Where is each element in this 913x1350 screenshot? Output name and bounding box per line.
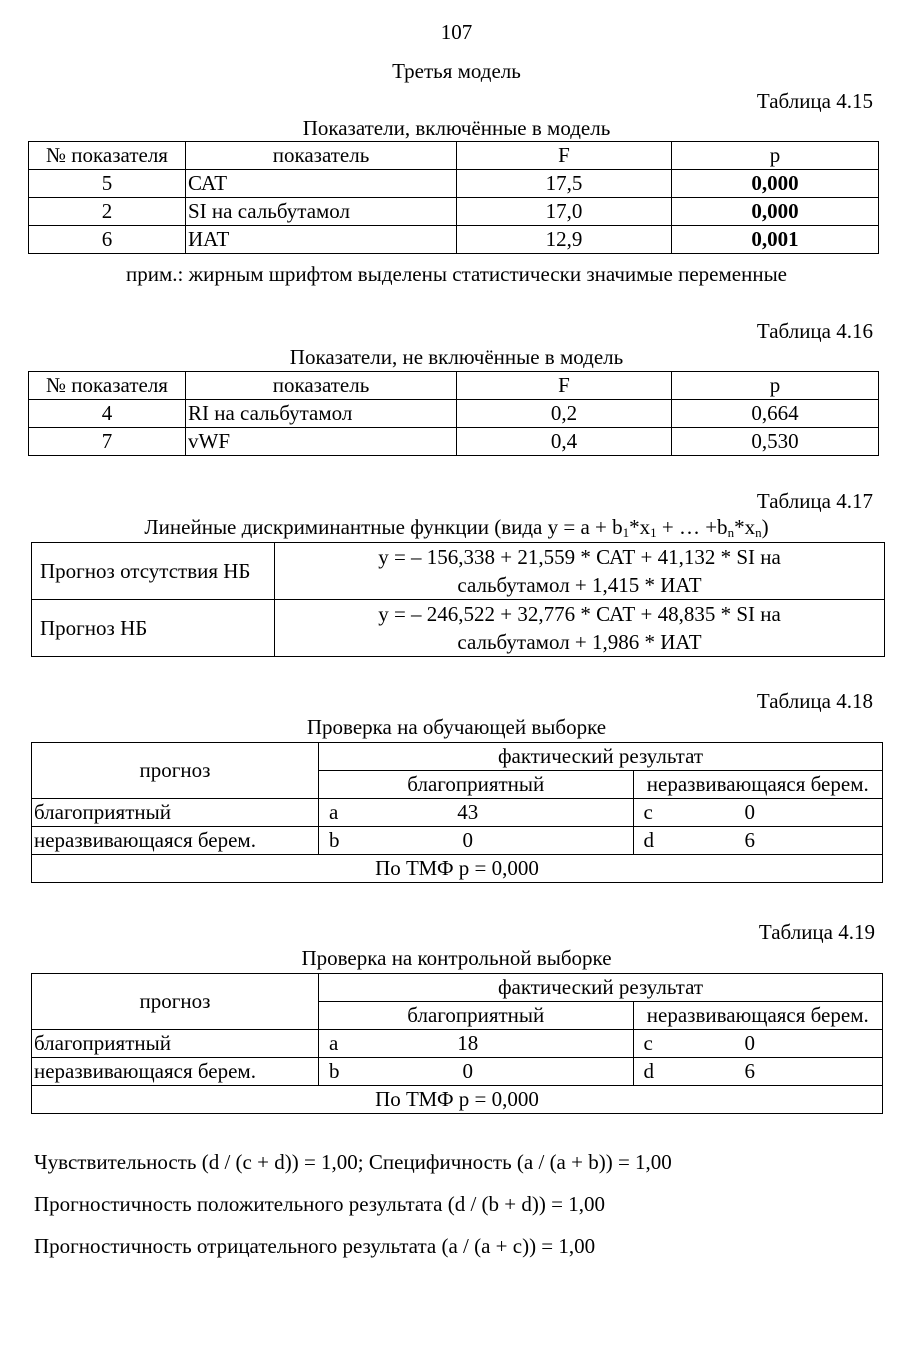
table-4-15-caption: Показатели, включённые в модель [302,116,611,140]
cell-value: 6 [676,827,883,855]
caption-sub: n [755,525,762,540]
header-number: № показателя [29,372,186,400]
table-row [29,170,879,198]
cell-value: 6 [676,1058,883,1086]
table-4-17-label: Таблица 4.17 [756,489,873,513]
cell-f: 17,5 [457,170,672,198]
table-4-18 [31,742,883,883]
table-row [32,1058,883,1086]
stats-ppv: Прогностичность положительного результата (d / (b + d)) = 1,00 [34,1192,605,1216]
caption-part: *x [629,515,651,539]
table-4-15-note: прим.: жирным шрифтом выделены статистически значимые переменные [126,262,787,286]
header-nonprogressing: неразвивающаяся берем. [633,1002,882,1030]
cell-value: 0 [676,799,883,827]
table-4-18-label: Таблица 4.18 [756,689,873,713]
cell-letter: c [633,1030,676,1058]
header-p: p [672,142,879,170]
cell-number: 5 [29,170,186,198]
caption-part: ) [761,515,769,539]
caption-sub: n [727,525,735,540]
row-label: неразвивающаяся берем. [32,1058,319,1086]
table-row [32,827,883,855]
footer-tmf: По ТМФ p = 0,000 [32,1086,883,1114]
table-header-row [29,142,879,170]
cell-indicator: ИАТ [186,226,457,254]
cell-p: 0,000 [672,198,879,226]
cell-value: 0 [676,1030,883,1058]
cell-letter: c [633,799,676,827]
formula-line: сальбутамол + 1,415 * ИАТ [457,573,702,597]
function-formula [275,543,885,600]
cell-number: 2 [29,198,186,226]
cell-p: 0,530 [672,428,879,456]
cell-number: 6 [29,226,186,254]
cell-indicator: SI на сальбутамол [186,198,457,226]
cell-letter: a [319,1030,362,1058]
caption-sub: 1 [622,525,630,540]
function-name: Прогноз отсутствия НБ [32,543,275,600]
section-title: Третья модель [392,59,521,83]
table-4-16-caption: Показатели, не включённые в модель [289,345,624,369]
footer-tmf: По ТМФ p = 0,000 [32,855,883,883]
cell-value: 43 [361,799,633,827]
table-row [29,400,879,428]
table-4-19-caption: Проверка на контрольной выборке [301,946,612,970]
cell-letter: d [633,827,676,855]
table-footer-row [32,1086,883,1114]
header-nonprogressing: неразвивающаяся берем. [633,771,882,799]
table-4-15-label: Таблица 4.15 [756,89,873,113]
cell-letter: b [319,1058,362,1086]
formula-line: сальбутамол + 1,986 * ИАТ [457,630,702,654]
table-row [32,600,885,657]
caption-sub: 1 [650,525,657,540]
cell-f: 0,2 [457,400,672,428]
cell-f: 12,9 [457,226,672,254]
header-fact: фактический результат [319,743,883,771]
formula-line: y = – 156,338 + 21,559 * САТ + 41,132 * SI на [378,545,781,569]
table-row [32,543,885,600]
table-4-19-label: Таблица 4.19 [758,920,875,944]
cell-p: 0,664 [672,400,879,428]
header-number: № показателя [29,142,186,170]
page-number: 107 [440,20,473,44]
header-indicator: показатель [186,372,457,400]
table-4-19 [31,973,883,1114]
cell-number: 7 [29,428,186,456]
table-4-15 [28,141,879,254]
cell-number: 4 [29,400,186,428]
table-footer-row [32,855,883,883]
formula-line: y = – 246,522 + 32,776 * САТ + 48,835 * SI на [378,602,781,626]
table-4-16-label: Таблица 4.16 [756,319,873,343]
cell-value: 0 [361,827,633,855]
header-p: p [672,372,879,400]
table-row [29,428,879,456]
table-row [29,198,879,226]
caption-part: *x [734,515,756,539]
table-header-row [32,743,883,771]
cell-indicator: САТ [186,170,457,198]
stats-npv: Прогностичность отрицательного результата (a / (a + c)) = 1,00 [34,1234,596,1258]
header-f: F [457,372,672,400]
cell-p: 0,001 [672,226,879,254]
row-label: неразвивающаяся берем. [32,827,319,855]
table-row [32,1030,883,1058]
row-label: благоприятный [32,799,319,827]
cell-letter: b [319,827,362,855]
header-favorable: благоприятный [319,771,634,799]
table-4-18-caption: Проверка на обучающей выборке [306,715,607,739]
header-favorable: благоприятный [319,1002,634,1030]
caption-part: Линейные дискриминантные функции (вида y = a + b [144,515,623,539]
cell-indicator: vWF [186,428,457,456]
header-fact: фактический результат [319,974,883,1002]
cell-p: 0,000 [672,170,879,198]
header-prognoz: прогноз [32,974,319,1030]
table-header-row [29,372,879,400]
cell-f: 17,0 [457,198,672,226]
header-prognoz: прогноз [32,743,319,799]
row-label: благоприятный [32,1030,319,1058]
header-f: F [457,142,672,170]
table-4-17 [31,542,885,657]
table-row [32,799,883,827]
cell-indicator: RI на сальбутамол [186,400,457,428]
table-4-16 [28,371,879,456]
cell-letter: d [633,1058,676,1086]
function-formula [275,600,885,657]
cell-value: 18 [361,1030,633,1058]
caption-part: + … +b [656,515,728,539]
table-4-17-caption [0,515,913,540]
header-indicator: показатель [186,142,457,170]
cell-value: 0 [361,1058,633,1086]
cell-f: 0,4 [457,428,672,456]
function-name: Прогноз НБ [32,600,275,657]
stats-sensitivity-specificity: Чувствительность (d / (c + d)) = 1,00; Специфичность (a / (a + b)) = 1,00 [34,1150,672,1174]
cell-letter: a [319,799,362,827]
table-header-row [32,974,883,1002]
table-row [29,226,879,254]
